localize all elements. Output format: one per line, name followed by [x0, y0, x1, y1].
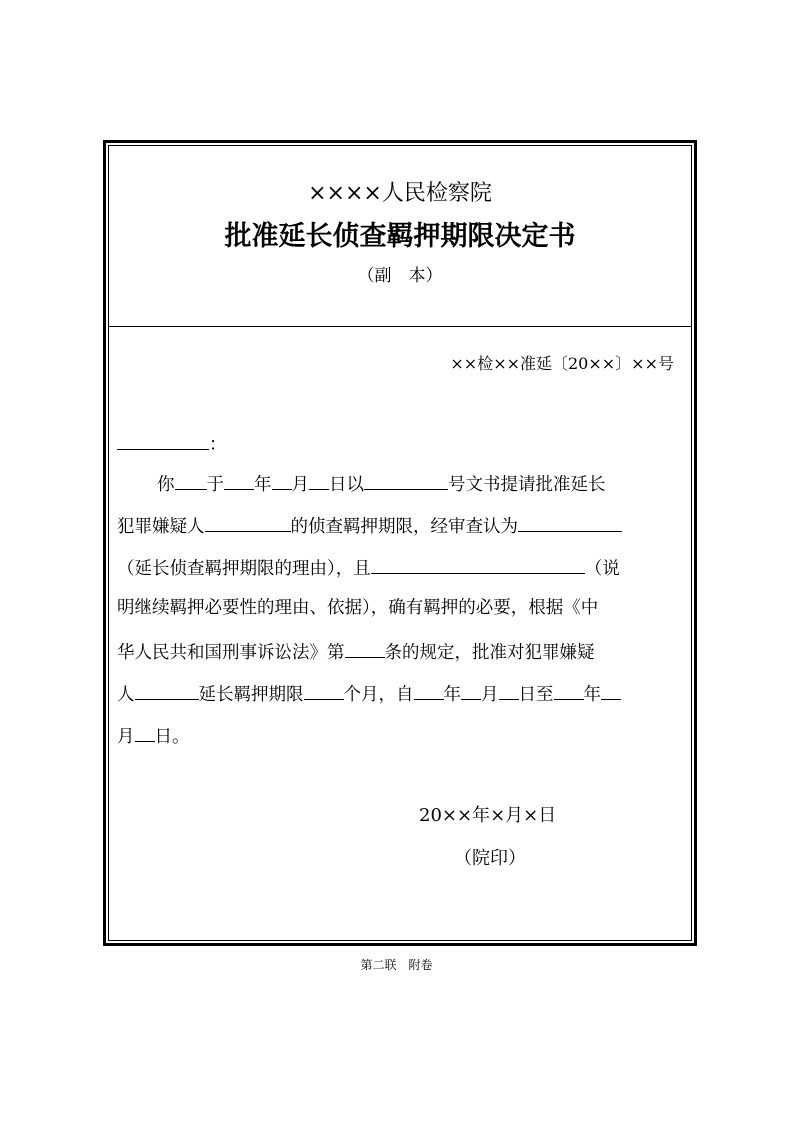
document-inner-border — [108, 145, 692, 941]
body-line-1: 你 于 年 月 日以 号文书提请批准延长 — [157, 472, 606, 495]
article-number-blank[interactable] — [345, 640, 385, 658]
document-frame — [103, 140, 697, 946]
suspect-name-blank[interactable] — [205, 514, 291, 532]
request-year-blank[interactable] — [224, 472, 254, 490]
request-doc-number-blank[interactable] — [364, 472, 448, 490]
start-day-blank[interactable] — [499, 682, 519, 700]
body-line-3: （延长侦查羁押期限的理由），且 （说 — [117, 556, 620, 579]
review-opinion-blank[interactable] — [518, 514, 622, 532]
recipient-colon: ： — [209, 435, 227, 455]
start-month-blank[interactable] — [461, 682, 481, 700]
start-year-blank[interactable] — [414, 682, 444, 700]
request-month-blank[interactable] — [272, 472, 292, 490]
end-year-blank[interactable] — [554, 682, 584, 700]
necessity-reason-blank[interactable] — [371, 556, 585, 574]
months-blank[interactable] — [304, 682, 344, 700]
body-line-5: 华人民共和国刑事诉讼法》第 条的规定，批准对犯罪嫌疑 — [117, 640, 595, 663]
end-month-blank[interactable] — [601, 682, 621, 700]
court-seal-label: （院印） — [454, 848, 526, 869]
organization-name: ××××人民检察院 — [308, 181, 492, 206]
header-divider — [109, 326, 691, 327]
page-footer: 第二联 附卷 — [360, 958, 433, 972]
suspect-name-blank-2[interactable] — [135, 682, 199, 700]
body-line-7: 月 日。 — [117, 724, 190, 747]
document-number: ××检××准延〔20××〕××号 — [450, 354, 674, 373]
signature-date: 20××年×月×日 — [419, 805, 557, 826]
body-line-4: 明继续羁押必要性的理由、依据），确有羁押的必要，根据《中 — [117, 598, 599, 618]
body-line-6: 人 延长羁押期限 个月，自 年 月 日至 年 — [117, 682, 621, 705]
document-title: 批准延长侦查羁押期限决定书 — [224, 221, 576, 252]
recipient-line — [117, 432, 227, 455]
end-day-blank[interactable] — [135, 724, 155, 742]
copy-label: （副 本） — [357, 266, 443, 286]
body-line-2: 犯罪嫌疑人 的侦查羁押期限，经审查认为 — [117, 514, 622, 537]
recipient-blank[interactable] — [117, 432, 209, 450]
agency-blank[interactable] — [175, 472, 207, 490]
request-day-blank[interactable] — [309, 472, 329, 490]
